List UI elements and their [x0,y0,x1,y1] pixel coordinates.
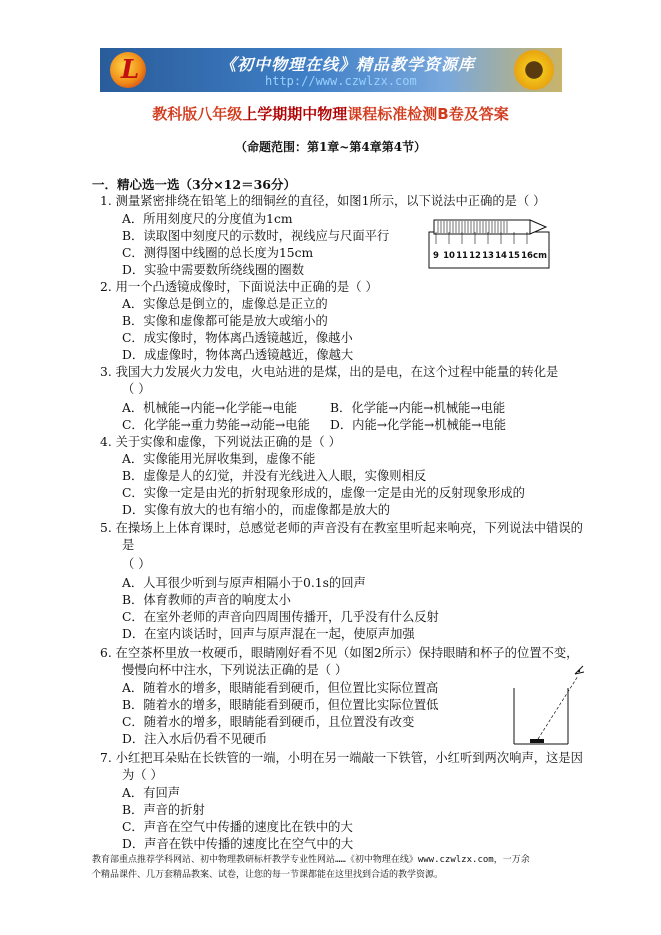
header-banner [100,48,562,92]
page-footer [92,853,592,883]
question-2-option-c: C．成实像时，物体离凸透镜越近，像越小 [122,331,353,345]
ruler-tick-label: 15 [508,251,520,261]
ruler-tick-label: 9 [433,251,439,261]
question-5-stem: 5. 在操场上上体育课时，总感觉老师的声音没有在教室里听起来响亮，下列说法中错误的 [100,521,583,535]
question-4-stem: 4. 关于实像和虚像，下列说法正确的是（ ） [100,435,341,449]
question-4-option-b: B．虚像是人的幻觉，并没有光线进入人眼，实像则相反 [122,469,427,483]
ruler-tick-label: 10 [443,251,455,261]
question-7-stem-cont: 为（ ） [122,768,163,782]
question-7-option-a: A．有回声 [122,786,181,800]
question-1-option-c: C．测得图中线圈的总长度为15cm [122,246,314,260]
ruler-tick-label: 12 [469,251,481,261]
question-1-option-a: A．所用刻度尺的分度值为1cm [122,212,293,226]
figure-2-cup [508,658,590,748]
question-1-option-b: B．读取图中刻度尺的示数时，视线应与尺面平行 [122,229,390,243]
ruler-unit-label: cm [533,251,547,261]
question-2-stem: 2. 用一个凸透镜成像时，下面说法中正确的是（ ） [100,280,378,294]
question-3-answer-blank: （ ） [122,382,151,396]
banner-title: 《初中物理在线》精品教学资源库 [220,55,476,74]
question-5-option-b: B．体育教师的声音的响度太小 [122,593,291,607]
ruler-tick-label: 11 [456,251,468,261]
question-7-option-d: D．声音在铁中传播的速度比在空气中的大 [122,837,354,851]
coin-icon [530,739,544,743]
question-6-option-c: C．随着水的增多，眼睛能看到硬币，且位置没有改变 [122,715,415,729]
question-7-option-c: C．声音在空气中传播的速度比在铁中的大 [122,820,353,834]
document-title: 教科版八年级上学期期中物理课程标准检测B卷及答案 [152,105,509,123]
question-6-stem: 6. 在空茶杯里放一枚硬币，眼睛刚好看不见（如图2所示）保持眼睛和杯子的位置不变， [100,646,579,660]
sunflower-icon [514,50,554,90]
question-6-option-b: B．随着水的增多，眼睛能看到硬币，但位置比实际位置低 [122,698,439,712]
footer-line-2: 个精品课件、几万套精品教案、试卷，让您的每一节课都能在这里找到合适的教学资源。 [92,870,444,880]
question-5-option-d: D．在室内谈话时，回声与原声混在一起，使原声加强 [122,627,415,641]
eye-icon [575,666,584,674]
question-3-option-c: C．化学能→重力势能→动能→电能 [122,418,310,432]
question-5-option-a: A．人耳很少听到与原声相隔小于0.1s的回声 [122,576,366,590]
question-2-option-a: A．实像总是倒立的，虚像总是正立的 [122,297,328,311]
question-5-option-c: C．在室外老师的声音向四周围传播开，几乎没有什么反射 [122,610,439,624]
question-3-option-d: D．内能→化学能→机械能→电能 [330,418,507,432]
question-7-option-b: B．声音的折射 [122,803,205,817]
question-1-stem: 1. 测量紧密排绕在铅笔上的细铜丝的直径，如图1所示，以下说法中正确的是（ ） [100,194,546,208]
question-2-option-d: D．成虚像时，物体离凸透镜越近，像越大 [122,348,354,362]
site-logo: L [110,52,146,88]
question-5-stem-cont: 是 [122,538,135,552]
question-3-option-b: B．化学能→内能→机械能→电能 [330,401,506,415]
section-heading: 一．精心选一选（3分×12＝36分） [92,177,296,192]
question-6-stem-cont: 慢慢向杯中注水，下列说法正确的是（ ） [122,663,348,677]
question-6-option-d: D．注入水后仍看不见硬币 [122,732,268,746]
figure-1-ruler [428,218,550,270]
question-7-stem: 7. 小红把耳朵贴在长铁管的一端，小明在另一端敲一下铁管，小红听到两次响声，这是因 [100,751,583,765]
question-4-option-c: C．实像一定是由光的折射现象形成的，虚像一定是由光的反射现象形成的 [122,486,525,500]
ruler-tick-label: 16 [521,251,533,261]
exam-scope: （命题范围：第1章~第4章第4节） [234,140,427,154]
banner-url[interactable]: http://www.czwlzx.com [265,74,417,88]
question-2-option-b: B．实像和虚像都可能是放大或缩小的 [122,314,328,328]
question-3-option-a: A．机械能→内能→化学能→电能 [122,401,298,415]
question-4-option-d: D．实像有放大的也有缩小的，而虚像都是放大的 [122,503,391,517]
question-3-stem: 3. 我国大力发展火力发电，火电站进的是煤，出的是电，在这个过程中能量的转化是 [100,365,559,379]
question-1-option-d: D．实验中需要数所绕线圈的圈数 [122,263,305,277]
question-5-answer-blank: （ ） [122,557,151,571]
ruler-tick-label: 13 [482,251,494,261]
ruler-tick-label: 14 [495,251,507,261]
question-6-option-a: A．随着水的增多，眼睛能看到硬币，但位置比实际位置高 [122,681,439,695]
question-4-option-a: A．实像能用光屏收集到，虚像不能 [122,452,316,466]
footer-line-1: 教育部重点推荐学科网站、初中物理教研标杆教学专业性网站……《初中物理在线》www.czwlzx.com，一万余 [92,855,530,865]
